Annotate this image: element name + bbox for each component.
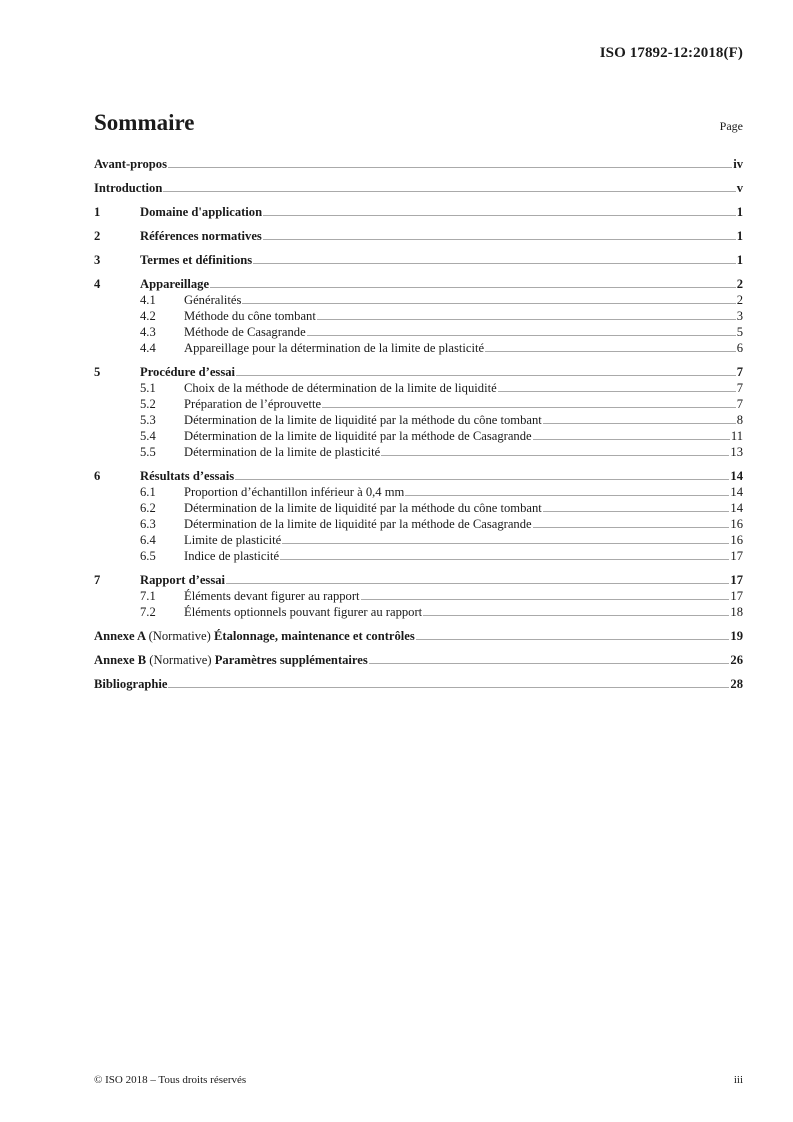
- toc-entry-label: [184, 549, 279, 563]
- dot-leader: [416, 639, 730, 640]
- toc-entry-page: 7: [736, 381, 743, 395]
- toc-entry-label: [184, 533, 281, 547]
- toc-entry-title: Domaine d'application: [140, 205, 263, 219]
- toc-entry-title: Détermination de la limite de plasticité: [184, 445, 381, 459]
- toc-entry-number: 6.2: [140, 501, 156, 515]
- dot-leader: [163, 191, 735, 192]
- dot-leader: [307, 335, 736, 336]
- toc-entry[interactable]: [94, 549, 743, 563]
- document-id: ISO 17892-12:2018(F): [599, 45, 743, 61]
- toc-entry-label: [140, 229, 262, 243]
- dot-leader: [242, 303, 735, 304]
- toc-entry[interactable]: [94, 605, 743, 619]
- toc-entry-label: [184, 293, 241, 307]
- toc-entry-title: Éléments optionnels pouvant figurer au rapport: [184, 605, 423, 619]
- toc-entry-page: 16: [730, 533, 743, 547]
- toc-entry[interactable]: [94, 413, 743, 427]
- toc-entry[interactable]: [94, 485, 743, 499]
- toc-entry-label: [184, 485, 404, 499]
- dot-leader: [263, 215, 736, 216]
- toc-entry-number: 5.5: [140, 445, 156, 459]
- toc-entry-title: Appareillage: [140, 277, 210, 291]
- toc-entry-number: 7.2: [140, 605, 156, 619]
- toc-entry-label: [184, 341, 484, 355]
- toc-entry-number: 2: [94, 229, 101, 243]
- toc-entry-label: [140, 469, 234, 483]
- toc-entry-title: Détermination de la limite de liquidité par la méthode de Casagrande: [184, 517, 532, 531]
- toc-entry-number: 6.1: [140, 485, 156, 499]
- toc-entry-title: Proportion d’échantillon inférieur à 0,4 mm: [184, 485, 405, 499]
- toc-entry-title: Méthode du cône tombant: [184, 309, 316, 323]
- toc-entry-title: Appareillage pour la détermination de la limite de plasticité: [184, 341, 485, 355]
- dot-leader: [485, 351, 736, 352]
- toc-entry-title: Annexe A: [94, 629, 146, 643]
- toc-entry-title: Détermination de la limite de liquidité par la méthode du cône tombant: [184, 413, 542, 427]
- dot-leader: [423, 615, 729, 616]
- toc-entry-page: 6: [736, 341, 743, 355]
- dot-leader: [498, 391, 736, 392]
- toc-entry[interactable]: [94, 501, 743, 515]
- toc-entry[interactable]: [94, 517, 743, 531]
- toc-entry-number: 7.1: [140, 589, 156, 603]
- dot-leader: [317, 319, 736, 320]
- toc-entry[interactable]: [94, 653, 743, 667]
- dot-leader: [381, 455, 729, 456]
- toc-entry[interactable]: [94, 469, 743, 483]
- toc-entry[interactable]: [94, 205, 743, 219]
- toc-entry[interactable]: [94, 381, 743, 395]
- toc-entry-label: [140, 277, 209, 291]
- toc-entry[interactable]: [94, 341, 743, 355]
- toc-entry-label: [184, 309, 316, 323]
- toc-entry-label: [94, 629, 415, 643]
- toc-entry-label: [184, 381, 497, 395]
- toc-entry-number: 6: [94, 469, 101, 483]
- toc-entry-label: [140, 573, 225, 587]
- toc-entry-page: 17: [730, 573, 743, 587]
- toc-entry-number: 4.1: [140, 293, 156, 307]
- toc-entry-label: [94, 181, 162, 195]
- toc-entry-label: [184, 429, 532, 443]
- toc-entry-page: 2: [736, 277, 743, 291]
- toc-entry-page: 3: [736, 309, 743, 323]
- toc-entry[interactable]: [94, 533, 743, 547]
- toc-entry-page: 1: [736, 205, 743, 219]
- toc-entry[interactable]: [94, 677, 743, 691]
- toc-entry[interactable]: [94, 229, 743, 243]
- toc-entry-label: [184, 413, 542, 427]
- toc-entry-title: Termes et définitions: [140, 253, 253, 267]
- toc-entry-page: 16: [730, 517, 743, 531]
- dot-leader: [361, 599, 730, 600]
- toc-entry-label: [184, 325, 306, 339]
- toc-entry-annex-title: Étalonnage, maintenance et contrôles: [214, 629, 415, 643]
- toc-entry-title: Rapport d’essai: [140, 573, 226, 587]
- page-column-label: Page: [719, 119, 743, 133]
- table-of-contents: [94, 157, 743, 691]
- dot-leader: [263, 239, 736, 240]
- toc-entry-page: 11: [730, 429, 743, 443]
- toc-entry-page: 5: [736, 325, 743, 339]
- toc-entry-page: 8: [736, 413, 743, 427]
- dot-leader: [405, 495, 729, 496]
- toc-entry-page: v: [736, 181, 743, 195]
- toc-entry[interactable]: [94, 325, 743, 339]
- toc-entry-page: 1: [736, 253, 743, 267]
- toc-entry-number: 5: [94, 365, 101, 379]
- toc-entry-number: 5.1: [140, 381, 156, 395]
- dot-leader: [210, 287, 736, 288]
- dot-leader: [369, 663, 730, 664]
- toc-entry-page: 14: [730, 501, 743, 515]
- dot-leader: [236, 375, 736, 376]
- dot-leader: [543, 423, 736, 424]
- toc-entry-page: 7: [736, 397, 743, 411]
- toc-entry-page: 26: [730, 653, 743, 667]
- toc-entry[interactable]: [94, 277, 743, 291]
- toc-entry-label: [94, 653, 368, 667]
- toc-entry[interactable]: [94, 365, 743, 379]
- toc-entry-page: 13: [730, 445, 743, 459]
- dot-leader: [168, 687, 729, 688]
- dot-leader: [533, 439, 730, 440]
- toc-entry-number: 1: [94, 205, 101, 219]
- toc-entry-label: [184, 589, 360, 603]
- toc-entry-label: [94, 677, 167, 691]
- toc-entry[interactable]: [94, 573, 743, 587]
- toc-entry-title: Méthode de Casagrande: [184, 325, 306, 339]
- toc-entry-title: Détermination de la limite de liquidité par la méthode de Casagrande: [184, 429, 532, 443]
- toc-entry[interactable]: [94, 181, 743, 195]
- toc-entry[interactable]: [94, 309, 743, 323]
- toc-entry[interactable]: [94, 253, 743, 267]
- toc-entry-title: Préparation de l’éprouvette: [184, 397, 322, 411]
- toc-entry-page: 28: [730, 677, 743, 691]
- toc-entry-number: 5.4: [140, 429, 156, 443]
- toc-entry-page: 19: [730, 629, 743, 643]
- toc-entry-number: 4: [94, 277, 101, 291]
- toc-entry-page: 18: [730, 605, 743, 619]
- toc-entry[interactable]: [94, 293, 743, 307]
- toc-entry-number: 4.2: [140, 309, 156, 323]
- toc-header: [94, 110, 743, 136]
- toc-entry-page: 17: [730, 589, 743, 603]
- dot-leader: [533, 527, 730, 528]
- toc-entry-annex-type: (Normative): [149, 653, 212, 667]
- toc-entry-title: Éléments devant figurer au rapport: [184, 589, 360, 603]
- toc-entry-number: 6.5: [140, 549, 156, 563]
- toc-entry-title: Choix de la méthode de détermination de la limite de liquidité: [184, 381, 497, 395]
- page-number: iii: [733, 1074, 743, 1086]
- toc-entry-title: Références normatives: [140, 229, 262, 243]
- toc-entry-number: 6.3: [140, 517, 156, 531]
- toc-entry-label: [184, 445, 380, 459]
- toc-entry-title: Annexe B: [94, 653, 147, 667]
- toc-entry[interactable]: [94, 429, 743, 443]
- toc-entry-label: [184, 397, 321, 411]
- toc-entry[interactable]: [94, 629, 743, 643]
- toc-entry[interactable]: [94, 589, 743, 603]
- toc-entry-number: 3: [94, 253, 101, 267]
- dot-leader: [253, 263, 736, 264]
- toc-entry-label: [140, 365, 235, 379]
- toc-entry[interactable]: [94, 445, 743, 459]
- dot-leader: [280, 559, 729, 560]
- toc-entry-number: 4.4: [140, 341, 156, 355]
- toc-entry-label: [140, 253, 252, 267]
- toc-entry-page: iv: [733, 157, 743, 171]
- toc-entry-title: Avant-propos: [94, 157, 168, 171]
- toc-entry-title: Généralités: [184, 293, 242, 307]
- toc-entry-number: 7: [94, 573, 101, 587]
- toc-entry-page: 17: [730, 549, 743, 563]
- toc-entry-title: Bibliographie: [94, 677, 168, 691]
- copyright-notice: © ISO 2018 – Tous droits réservés: [94, 1074, 247, 1086]
- page-title: Sommaire: [94, 110, 195, 135]
- toc-entry-title: Procédure d’essai: [140, 365, 236, 379]
- toc-entry[interactable]: [94, 397, 743, 411]
- toc-entry-page: 14: [730, 469, 743, 483]
- dot-leader: [168, 167, 732, 168]
- toc-entry-title: Détermination de la limite de liquidité par la méthode du cône tombant: [184, 501, 542, 515]
- toc-entry-title: Introduction: [94, 181, 163, 195]
- toc-entry-label: [94, 157, 167, 171]
- toc-entry-page: 2: [736, 293, 743, 307]
- toc-entry-annex-type: (Normative): [148, 629, 211, 643]
- dot-leader: [282, 543, 729, 544]
- toc-entry-label: [184, 501, 542, 515]
- toc-entry-page: 1: [736, 229, 743, 243]
- toc-entry-label: [184, 517, 532, 531]
- toc-entry-number: 5.2: [140, 397, 156, 411]
- toc-entry-label: [184, 605, 422, 619]
- toc-entry-page: 14: [730, 485, 743, 499]
- toc-entry-label: [140, 205, 262, 219]
- page-footer: [94, 1074, 743, 1086]
- toc-entry-number: 5.3: [140, 413, 156, 427]
- dot-leader: [226, 583, 729, 584]
- dot-leader: [235, 479, 729, 480]
- toc-entry-page: 7: [736, 365, 743, 379]
- toc-entry[interactable]: [94, 157, 743, 171]
- toc-entry-annex-title: Paramètres supplémentaires: [214, 653, 368, 667]
- toc-entry-number: 6.4: [140, 533, 156, 547]
- toc-entry-title: Limite de plasticité: [184, 533, 282, 547]
- toc-entry-number: 4.3: [140, 325, 156, 339]
- dot-leader: [322, 407, 736, 408]
- dot-leader: [543, 511, 730, 512]
- toc-entry-title: Indice de plasticité: [184, 549, 280, 563]
- toc-entry-title: Résultats d’essais: [140, 469, 235, 483]
